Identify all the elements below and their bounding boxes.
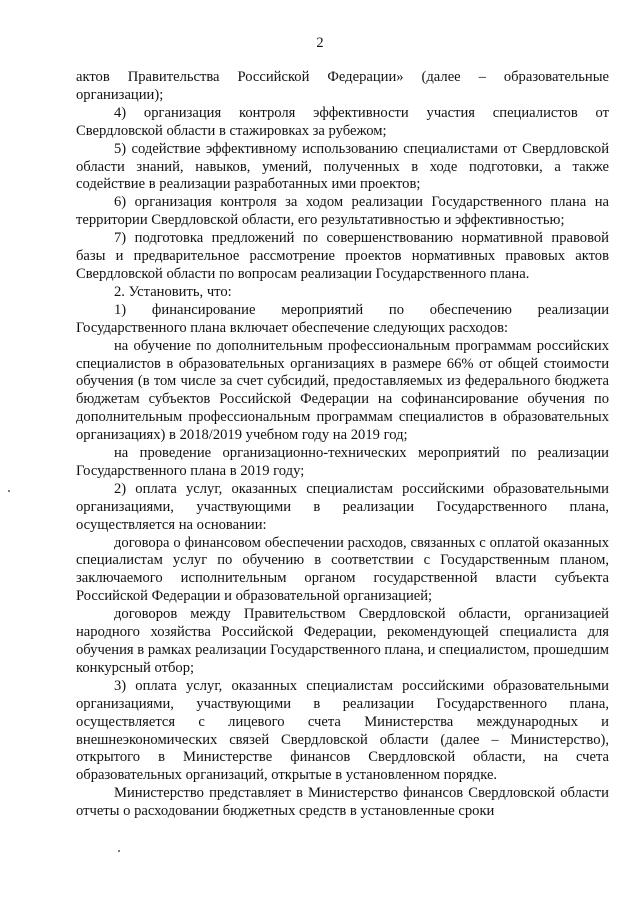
- paragraph-item-7: 7) подготовка предложений по совершенствованию нормативной правовой базы и предварительное рассмотрение проектов нормативных правовых актов Свердловской области по вопросам реализации Государственного плана.: [76, 230, 609, 282]
- paragraph-subitem-2: 2) оплата услуг, оказанных специалистам российскими образовательными организациями, участвующими в реализации Государственного плана, осуществляется на основании:: [76, 480, 609, 533]
- paragraph-subitem-3: 3) оплата услуг, оказанных специалистам российскими образовательными организациями, участвующими в реализации Государственного плана, осуществляется с лицевого счета Министерства международных и внешнеэкономических связей Свердловской области (далее – Министерство), открытого в Министерстве финансов Свердловской области, на счета образовательных организаций, открытые в установленном порядке.: [76, 677, 609, 784]
- paragraph-item-5: 5) содействие эффективному использованию специалистами от Свердловской области знаний, навыков, умений, полученных в ходе подготовки, а также содействие в реализации разработанных ими проектов;: [76, 140, 609, 193]
- paragraph-continuation: актов Правительства Российской Федерации» (далее – образовательные организации);: [76, 69, 609, 103]
- paragraph-financing-contract: договора о финансовом обеспечении расходов, связанных с оплатой оказанных специалистам услуг по обучению в соответствии с Государственным планом, заключаемого исполнительным органом государственной власти субъекта Российской Федерации и образовательной организацией;: [76, 534, 609, 605]
- paragraph-agreements: договоров между Правительством Свердловской области, организацией народного хозяйства Российской Федерации, рекомендующей специалиста для обучения в рамках реализации Государственного плана, и специалистом, прошедшим конкурсный отбор;: [76, 606, 609, 676]
- paragraph-item-6: 6) организация контроля за ходом реализации Государственного плана на территории Свердловской области, его результативностью и эффективностью;: [76, 194, 609, 229]
- page-number: 2: [316, 35, 324, 51]
- document-body: [76, 69, 609, 821]
- paragraph-subitem-1: 1) финансирование мероприятий по обеспечению реализации Государственного плана включает обеспечение следующих расходов:: [76, 301, 609, 336]
- paragraph-ministry-reports: Министерство представляет в Министерство финансов Свердловской области отчеты о расходовании бюджетных средств в установленные сроки: [76, 785, 609, 820]
- paragraph-item-4: 4) организация контроля эффективности участия специалистов от Свердловской области в стажировках за рубежом;: [76, 104, 609, 139]
- margin-mark: [8, 490, 10, 492]
- paragraph-org-tech-costs: на проведение организационно-технических мероприятий по реализации Государственного плана в 2019 году;: [76, 445, 609, 479]
- paragraph-section-2: 2. Установить, что:: [114, 283, 232, 300]
- margin-mark: [118, 850, 120, 852]
- paragraph-training-costs: на обучение по дополнительным профессиональным программам российских специалистов в образовательных организациях в размере 66% от общей стоимости обучения (в том числе за счет субсидий, предоставляемых из федерального бюджета бюджетам субъектов Российской Федерации на софинансирование обучения по дополнительным профессиональным программам специалистов в образовательных организациях) в 2018/2019 учебном году на 2019 год;: [76, 337, 609, 444]
